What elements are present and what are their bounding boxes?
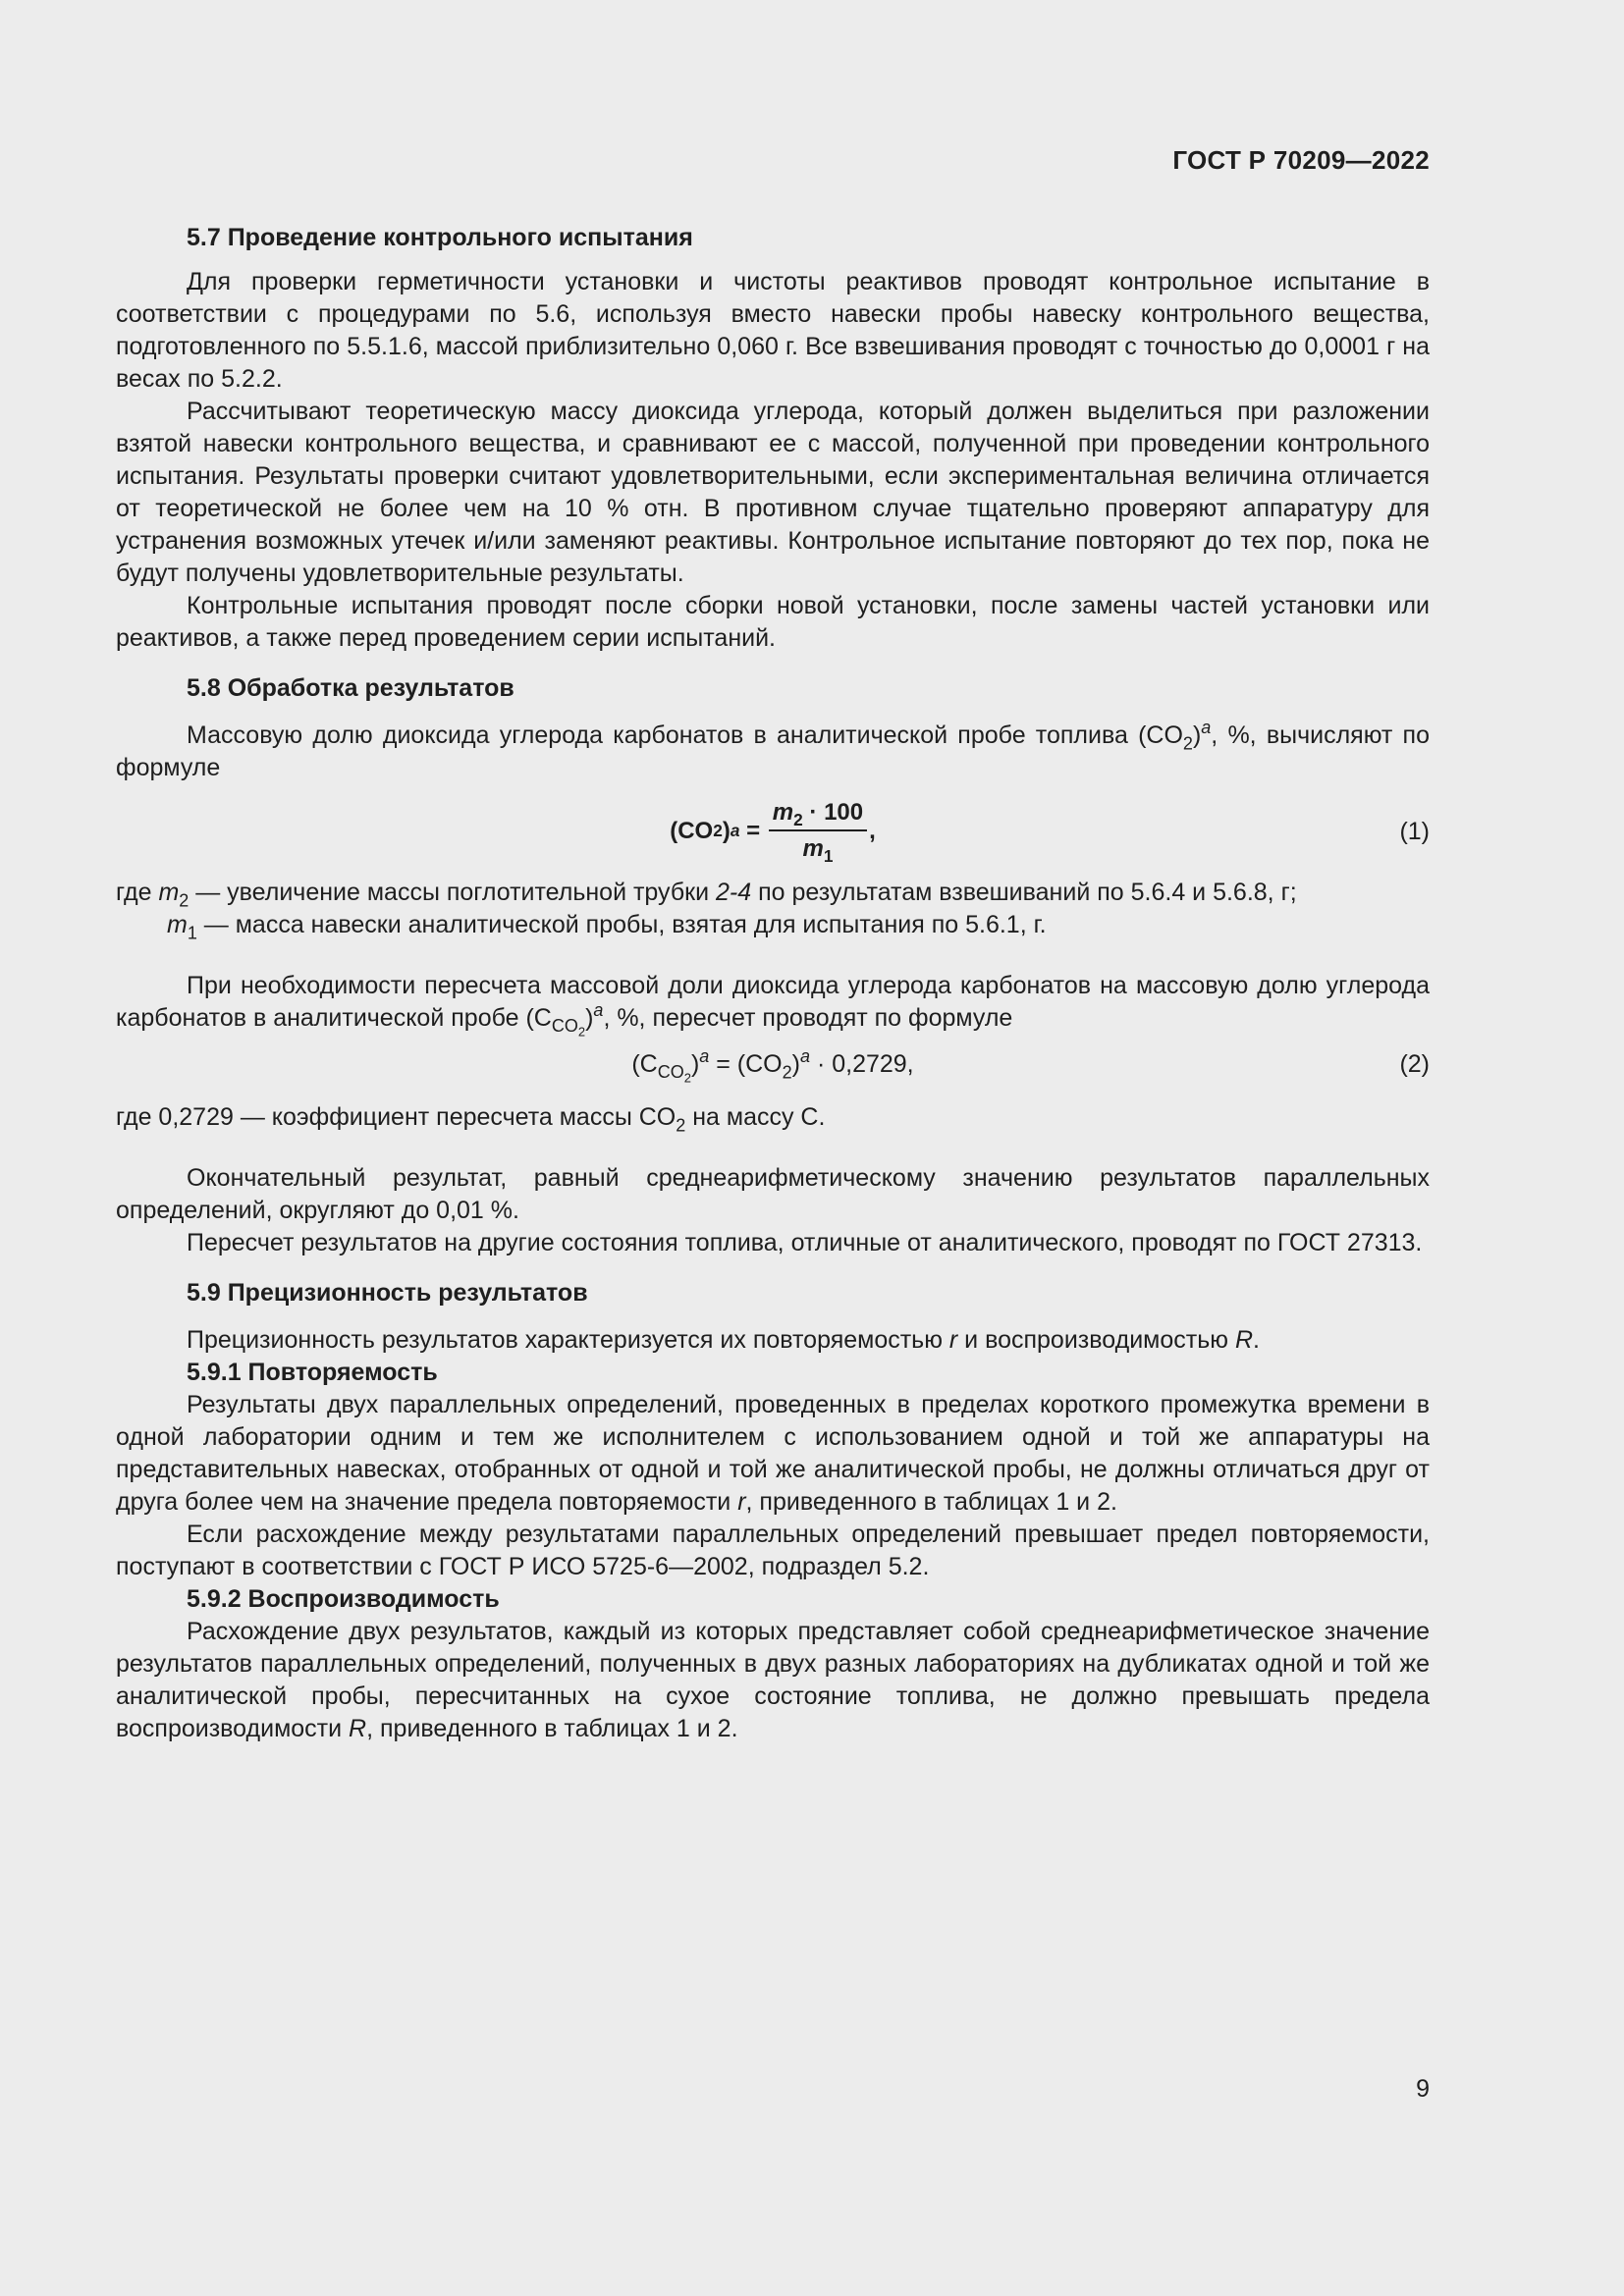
formula-2: $(C_{CO_2})^a = (CO_2)^a \cdot 0,2729$, (2) bbox=[631, 1046, 1430, 1086]
section-5-9-2-title: 5.9.2 Воспроизводимость bbox=[187, 1585, 500, 1613]
paragraph: Окончательный результат, равный среднеарифметическому значению результатов параллельных определений, округляют до 0,01 %. bbox=[116, 1164, 1430, 1224]
page-number: 9 bbox=[1416, 2075, 1430, 2103]
equation-number: (1) bbox=[1399, 818, 1430, 845]
fraction: $\frac{m_2 \cdot 100}{m_1}$ bbox=[769, 796, 867, 865]
where-line: $m_1$ — масса навески аналитической пробы, взятая для испытания по 5.6.1, г. bbox=[167, 911, 1047, 943]
where-line: где 0,2729 — коэффициент пересчета массы $CO_2$ на массу C. bbox=[116, 1103, 826, 1136]
equation-number: (2) bbox=[1399, 1050, 1430, 1078]
where-block bbox=[116, 877, 1430, 941]
paragraph: Прецизионность результатов характеризуется их повторяемостью r и воспроизводимостью R. bbox=[187, 1326, 1260, 1354]
section-5-9-title: 5.9 Прецизионность результатов bbox=[187, 1279, 588, 1307]
page-content bbox=[116, 222, 1430, 1745]
paragraph: Если расхождение между результатами параллельных определений превышает предел повторяемости, поступают в соответствии с ГОСТ Р ИСО 5725-6—2002, подраздел 5.2. bbox=[116, 1521, 1430, 1580]
paragraph: Рассчитывают теоретическую массу диоксида углерода, который должен выделиться при разложении взятой навески контрольного вещества, и сравнивают ее с массой, полученной при проведении контрольного испытания. Результаты проверки считают удовлетворительными, если экспериментальная величина отличается от теоретической не более чем на 10 % отн. В противном случае тщательно проверяют аппаратуру для устранения возможных утечек и/или заменяют реактивы. Контрольное испытание повторяют до тех пор, пока не будут получены удовлетворительные результаты. bbox=[116, 398, 1430, 587]
section-5-9-1-title: 5.9.1 Повторяемость bbox=[187, 1359, 438, 1386]
section-5-8-title: 5.8 Обработка результатов bbox=[187, 674, 514, 702]
paragraph: Пересчет результатов на другие состояния топлива, отличные от аналитического, проводят по ГОСТ 27313. bbox=[187, 1229, 1423, 1256]
paragraph: Контрольные испытания проводят после сборки новой установки, после замены частей установки или реактивов, а также перед проведением серии испытаний. bbox=[116, 592, 1430, 652]
section-5-7-title: 5.7 Проведение контрольного испытания bbox=[187, 224, 693, 251]
document-id: ГОСТ Р 70209—2022 bbox=[1172, 145, 1430, 175]
where-line: где $m_2$ — увеличение массы поглотительной трубки 2-4 по результатам взвешиваний по 5.6.4 и 5.6.8, г; bbox=[116, 879, 1297, 911]
paragraph: Результаты двух параллельных определений, проведенных в пределах короткого промежутка времени в одной лаборатории одним и тем же исполнителем с использованием одной и той же аппаратуры на представительных навесках, отобранных от одной и той же аналитической пробы, не должны отличаться друг от друга более чем на значение предела повторяемости r, приведенного в таблицах 1 и 2. bbox=[116, 1391, 1430, 1516]
paragraph: Для проверки герметичности установки и чистоты реактивов проводят контрольное испытание в соответствии с процедурами по 5.6, используя вместо навески пробы навеску контрольного вещества, подготовленного по 5.5.1.6, массой приблизительно 0,060 г. Все взвешивания проводят с точностью до 0,0001 г на весах по 5.2.2. bbox=[116, 268, 1430, 393]
paragraph: Массовую долю диоксида углерода карбонатов в аналитической пробе топлива $(CO_2)^a$, %, вычисляют по формуле bbox=[116, 718, 1431, 781]
formula-1: (CO 2 ) a = $\frac{m_2 \cdot 100}{m_1}$ , (1) bbox=[116, 796, 1430, 861]
paragraph: При необходимости пересчета массовой доли диоксида углерода карбонатов на массовую долю углерода карбонатов в аналитической пробе $(C_{CO_2})^a$, %, пересчет проводят по формуле bbox=[116, 972, 1430, 1040]
paragraph: Расхождение двух результатов, каждый из которых представляет собой среднеарифметическое значение результатов параллельных определений, полученных в двух разных лабораториях на дубликатах одной и той же аналитической пробы, пересчитанных на сухое состояние топлива, не должно превышать предела воспроизводимости R, приведенного в таблицах 1 и 2. bbox=[116, 1618, 1430, 1742]
